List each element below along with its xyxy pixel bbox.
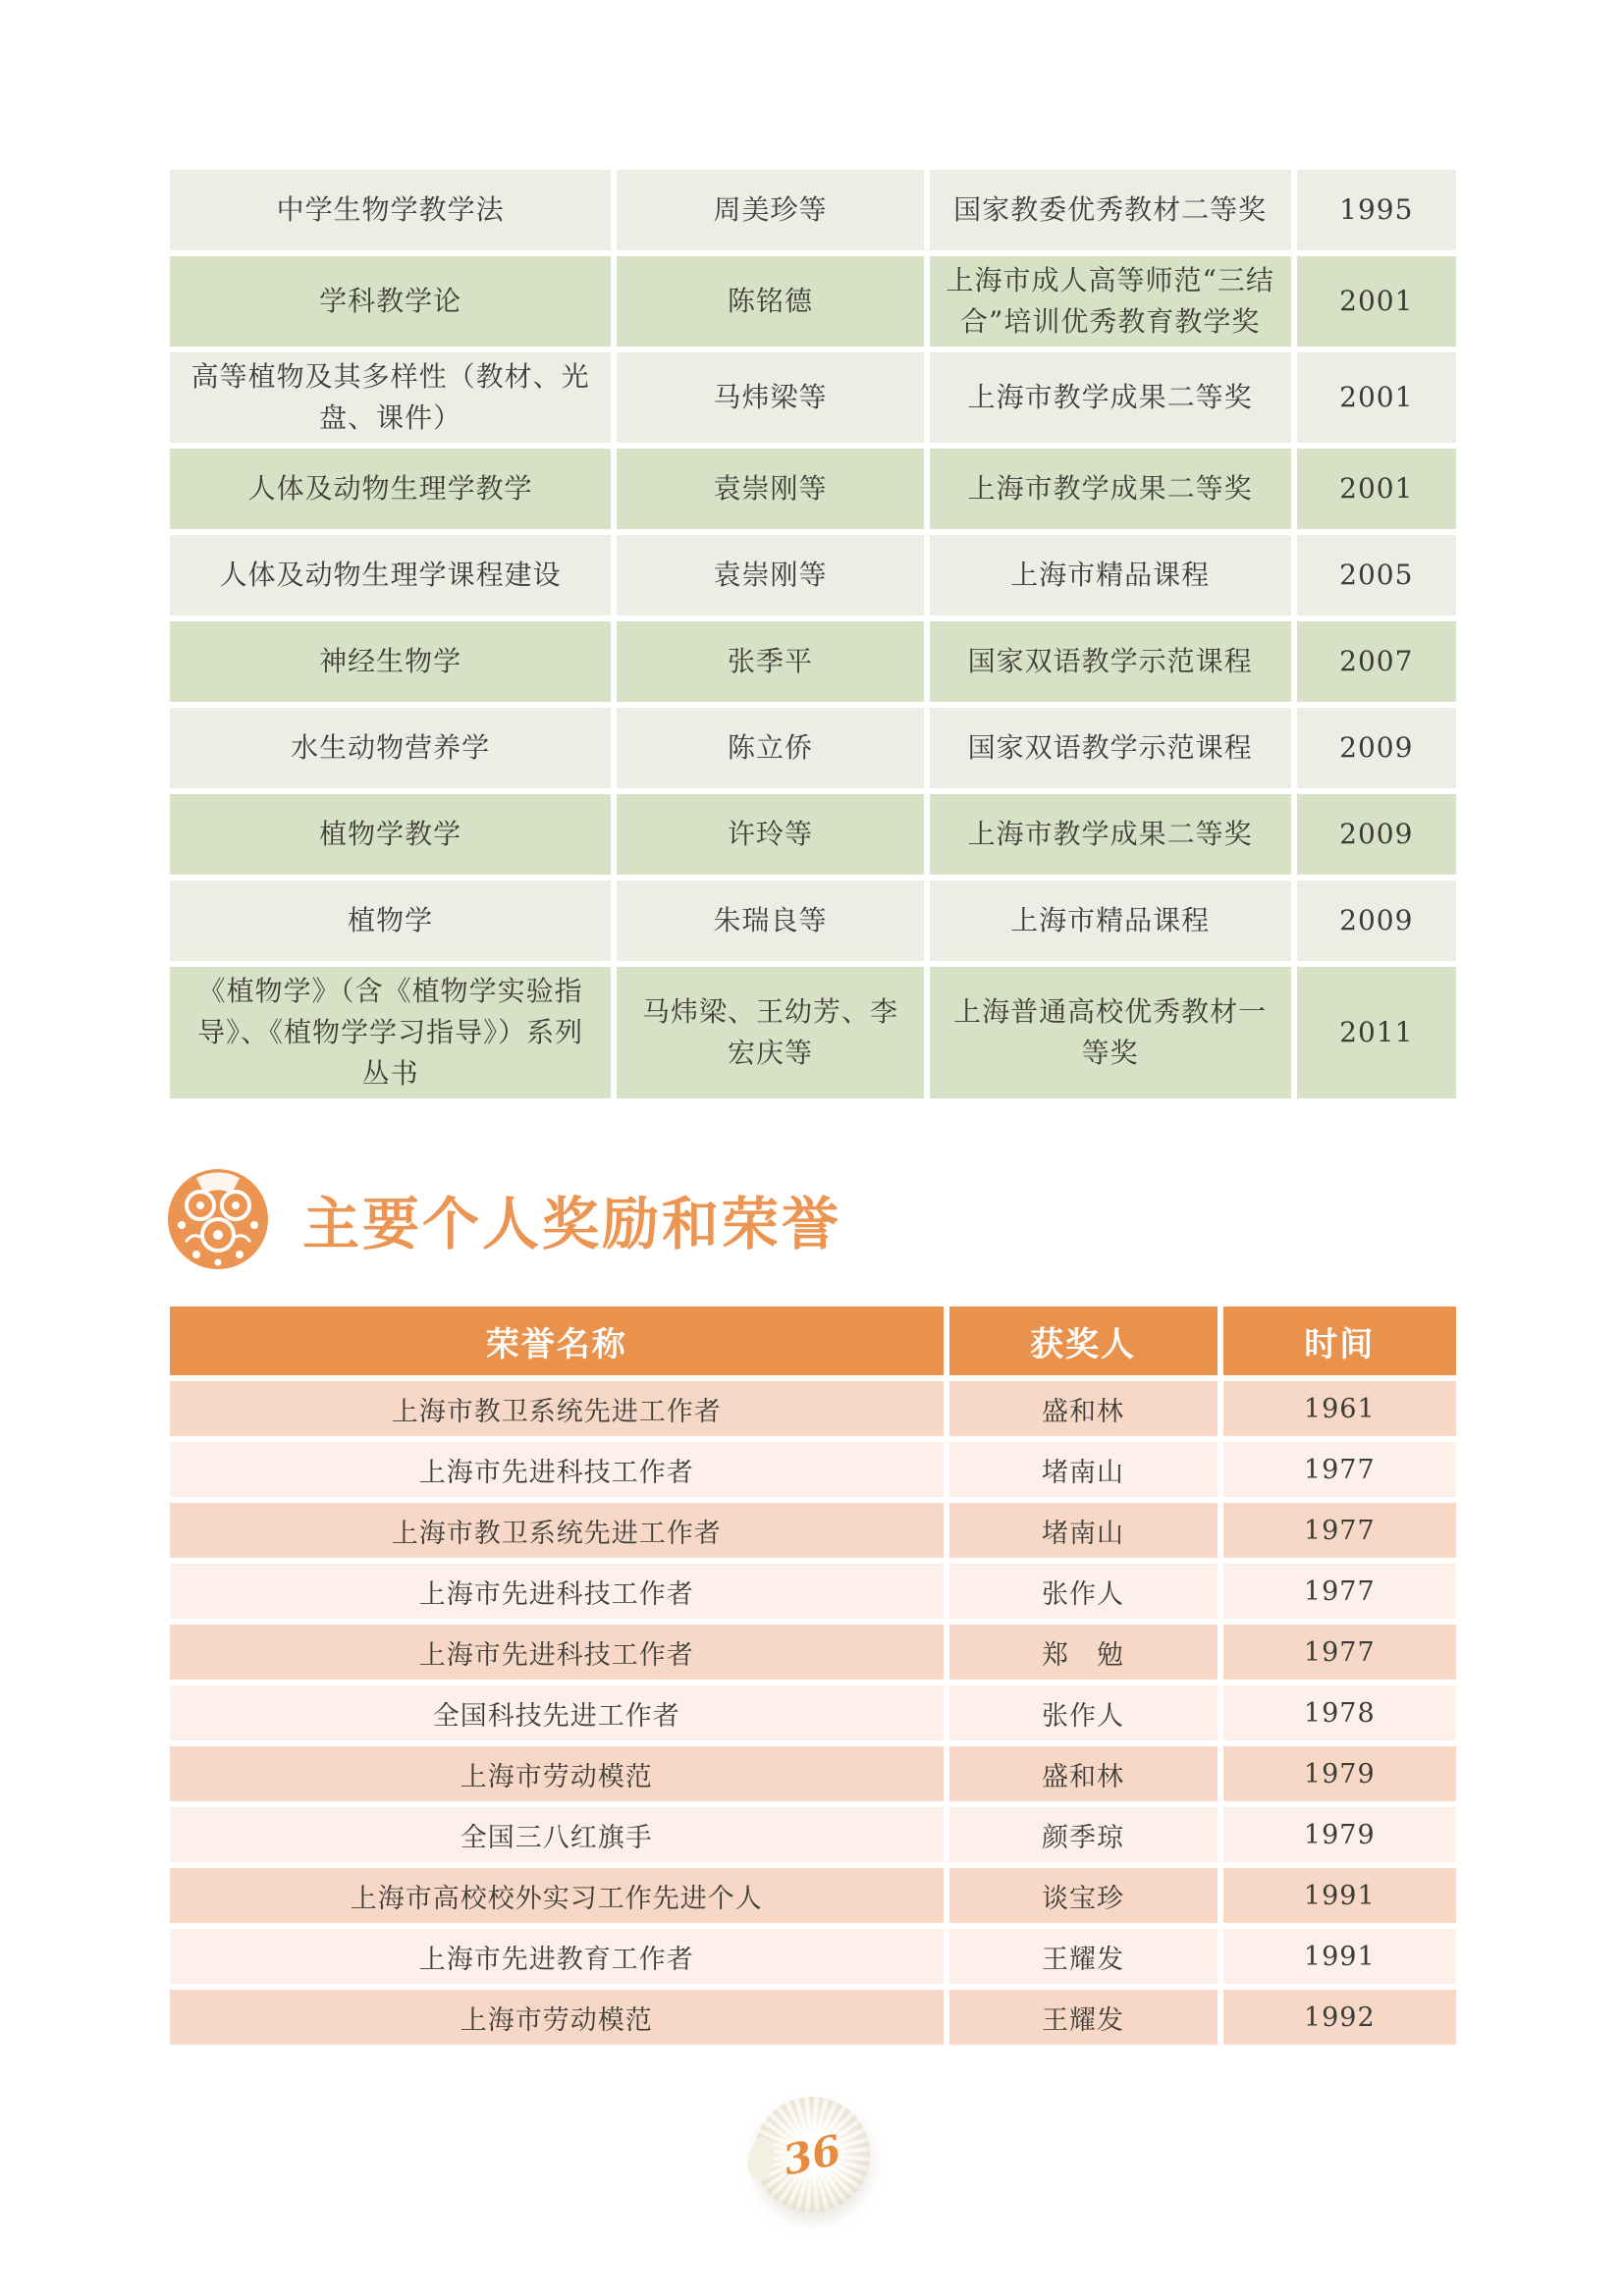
year-cell: 2001 <box>1294 349 1459 446</box>
teaching-awards-table <box>167 167 1459 1101</box>
page-footer <box>0 2097 1624 2213</box>
author-cell: 袁崇刚等 <box>614 532 926 618</box>
award-cell: 上海市精品课程 <box>927 532 1294 618</box>
table-row <box>167 964 1459 1101</box>
year-cell: 1978 <box>1220 1682 1459 1743</box>
year-cell: 1977 <box>1220 1561 1459 1622</box>
year-cell: 1977 <box>1220 1500 1459 1561</box>
work-title-cell: 高等植物及其多样性（教材、光盘、课件） <box>167 349 614 446</box>
year-cell: 2001 <box>1294 253 1459 349</box>
year-cell: 1977 <box>1220 1439 1459 1500</box>
honor-name-cell: 上海市劳动模范 <box>167 1743 947 1804</box>
award-cell: 国家双语教学示范课程 <box>927 618 1294 705</box>
honor-name-cell: 上海市先进教育工作者 <box>167 1926 947 1987</box>
author-cell: 张季平 <box>614 618 926 705</box>
table-row <box>167 167 1459 253</box>
year-cell: 1995 <box>1294 167 1459 253</box>
author-cell: 周美珍等 <box>614 167 926 253</box>
award-cell: 上海市成人高等师范“三结合”培训优秀教育教学奖 <box>927 253 1294 349</box>
work-title-cell: 植物学教学 <box>167 791 614 878</box>
year-cell: 2001 <box>1294 446 1459 532</box>
honor-name-cell: 上海市高校校外实习工作先进个人 <box>167 1865 947 1926</box>
year-cell: 1992 <box>1220 1987 1459 2048</box>
year-cell: 2011 <box>1294 964 1459 1101</box>
work-title-cell: 学科教学论 <box>167 253 614 349</box>
honor-name-header: 荣誉名称 <box>167 1304 947 1378</box>
table-row <box>167 1926 1459 1987</box>
teaching-awards-table-body <box>167 167 1459 1101</box>
section-header <box>167 1164 1624 1274</box>
award-cell: 上海普通高校优秀教材一等奖 <box>927 964 1294 1101</box>
honor-name-cell: 上海市劳动模范 <box>167 1987 947 2048</box>
work-title-cell: 中学生物学教学法 <box>167 167 614 253</box>
work-title-cell: 《植物学》（含《植物学实验指导》、《植物学学习指导》）系列丛书 <box>167 964 614 1101</box>
author-cell: 朱瑞良等 <box>614 878 926 964</box>
table-row <box>167 349 1459 446</box>
table-row <box>167 791 1459 878</box>
honor-name-cell: 上海市先进科技工作者 <box>167 1622 947 1682</box>
table-row <box>167 1500 1459 1561</box>
year-cell: 1979 <box>1220 1804 1459 1865</box>
table-row <box>167 618 1459 705</box>
personal-honors-table <box>167 1304 1459 2048</box>
cloud-medallion-icon <box>167 1164 269 1274</box>
table-row <box>167 1622 1459 1682</box>
year-cell: 1961 <box>1220 1378 1459 1439</box>
time-header: 时间 <box>1220 1304 1459 1378</box>
awardee-cell: 王耀发 <box>947 1926 1220 1987</box>
header-row <box>167 1304 1459 1378</box>
table-row <box>167 1378 1459 1439</box>
honor-name-cell: 全国三八红旗手 <box>167 1804 947 1865</box>
awardee-cell: 盛和林 <box>947 1743 1220 1804</box>
table-row <box>167 705 1459 791</box>
honor-name-cell: 上海市先进科技工作者 <box>167 1439 947 1500</box>
work-title-cell: 水生动物营养学 <box>167 705 614 791</box>
author-cell: 陈铭德 <box>614 253 926 349</box>
awardee-cell: 王耀发 <box>947 1987 1220 2048</box>
table-row <box>167 1439 1459 1500</box>
honor-name-cell: 上海市教卫系统先进工作者 <box>167 1378 947 1439</box>
shell-icon <box>746 2089 877 2219</box>
honor-name-cell: 上海市教卫系统先进工作者 <box>167 1500 947 1561</box>
work-title-cell: 人体及动物生理学教学 <box>167 446 614 532</box>
awardee-cell: 张作人 <box>947 1561 1220 1622</box>
award-cell: 上海市教学成果二等奖 <box>927 791 1294 878</box>
award-cell: 上海市精品课程 <box>927 878 1294 964</box>
table-row <box>167 446 1459 532</box>
table-row <box>167 1743 1459 1804</box>
author-cell: 许玲等 <box>614 791 926 878</box>
author-cell: 袁崇刚等 <box>614 446 926 532</box>
year-cell: 1977 <box>1220 1622 1459 1682</box>
table-row <box>167 1804 1459 1865</box>
table-row <box>167 1682 1459 1743</box>
section-title: 主要个人奖励和荣誉 <box>302 1191 842 1257</box>
table-row <box>167 1987 1459 2048</box>
awardee-cell: 颜季琼 <box>947 1804 1220 1865</box>
author-cell: 马炜梁、王幼芳、李宏庆等 <box>614 964 926 1101</box>
honor-name-cell: 上海市先进科技工作者 <box>167 1561 947 1622</box>
author-cell: 陈立侨 <box>614 705 926 791</box>
year-cell: 2005 <box>1294 532 1459 618</box>
honor-name-cell: 全国科技先进工作者 <box>167 1682 947 1743</box>
personal-honors-table-body <box>167 1378 1459 2048</box>
award-cell: 国家教委优秀教材二等奖 <box>927 167 1294 253</box>
personal-honors-table-header <box>167 1304 1459 1378</box>
award-cell: 国家双语教学示范课程 <box>927 705 1294 791</box>
author-cell: 马炜梁等 <box>614 349 926 446</box>
awardee-header: 获奖人 <box>947 1304 1220 1378</box>
work-title-cell: 神经生物学 <box>167 618 614 705</box>
year-cell: 2009 <box>1294 705 1459 791</box>
awardee-cell: 盛和林 <box>947 1378 1220 1439</box>
work-title-cell: 人体及动物生理学课程建设 <box>167 532 614 618</box>
table-row <box>167 1865 1459 1926</box>
awardee-cell: 堵南山 <box>947 1439 1220 1500</box>
award-cell: 上海市教学成果二等奖 <box>927 349 1294 446</box>
table-row <box>167 878 1459 964</box>
awardee-cell: 张作人 <box>947 1682 1220 1743</box>
award-cell: 上海市教学成果二等奖 <box>927 446 1294 532</box>
year-cell: 1979 <box>1220 1743 1459 1804</box>
page-number: 36 <box>779 2124 845 2185</box>
table-row <box>167 1561 1459 1622</box>
awardee-cell: 堵南山 <box>947 1500 1220 1561</box>
year-cell: 2007 <box>1294 618 1459 705</box>
table-row <box>167 532 1459 618</box>
year-cell: 2009 <box>1294 878 1459 964</box>
awardee-cell: 谈宝珍 <box>947 1865 1220 1926</box>
year-cell: 1991 <box>1220 1926 1459 1987</box>
work-title-cell: 植物学 <box>167 878 614 964</box>
table-row <box>167 253 1459 349</box>
awardee-cell: 郑 勉 <box>947 1622 1220 1682</box>
year-cell: 1991 <box>1220 1865 1459 1926</box>
year-cell: 2009 <box>1294 791 1459 878</box>
